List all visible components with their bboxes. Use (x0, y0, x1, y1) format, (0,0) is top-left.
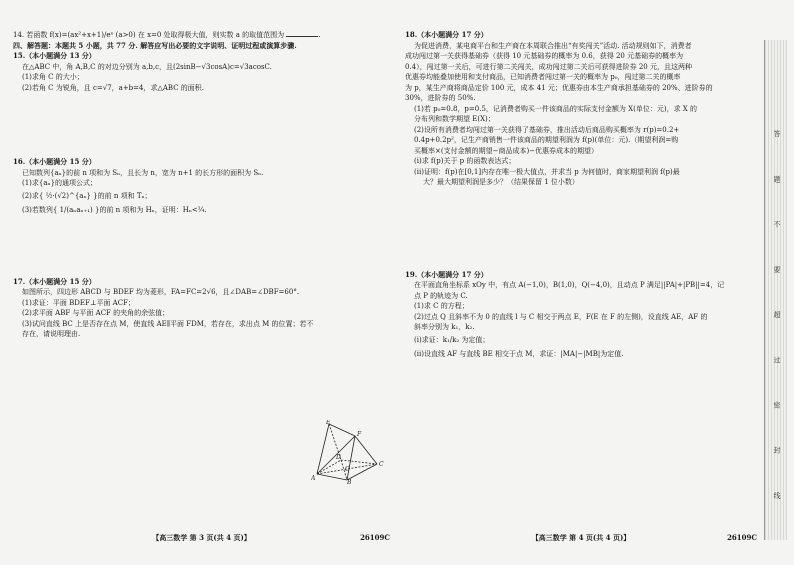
question-19-stem-cont: 点 P 的轨迹为 C. (414, 291, 468, 300)
question-15-stem: 在△ABC 中，角 A,B,C 的对边分别为 a,b,c，且(2sinB−√3cosA)c=√3acosC. (22, 62, 272, 71)
page-4-footer (405, 531, 757, 545)
question-18-part1-cont: 分布列和数学期望 E(X)； (414, 115, 495, 123)
edge-fc (355, 436, 377, 464)
question-18-line-2: 成功闯过第一关获得基础券（获得 10 元基础券的概率为 0.6，获得 20 元基础券的概率为 (405, 52, 684, 60)
page-3-number: 【高三数学 第 3 页(共 4 页)】 (152, 533, 251, 542)
question-18-part2-i: (i)求 f(p)关于 p 的函数表达式； (414, 157, 516, 165)
question-19-part2-i: (i)求证：k₁/k₂ 为定值； (414, 335, 490, 344)
page-4-number: 【高三数学 第 4 页(共 4 页)】 (531, 533, 631, 542)
question-18-part2: (2)设所有消费者均闯过第一关获得了基础券，推出活动后商品购买概率为 r(p)=0.2+ (414, 125, 680, 134)
label-b: B (347, 479, 352, 484)
question-18-line-6: 30%，进阶券的 50%. (405, 94, 476, 102)
question-14-text: 14. 若函数 f(x)=(ax²+x+1)/eˣ (a>0) 在 x=0 处取得极大值，则实数 a 的取值范围为 (13, 31, 285, 39)
page-4-code: 26109C (727, 533, 757, 542)
question-17-part1: (1)求证：平面 BDEF⊥平面 ACF； (22, 298, 135, 307)
label-a: A (311, 475, 316, 482)
question-17-part2: (2)求平面 ABF 与平面 ACF 的夹角的余弦值； (22, 309, 170, 317)
question-16-part1: (1)求{aₙ}的通项公式； (22, 179, 98, 187)
question-19-part2-cont: 斜率分别为 k₁，k₂. (414, 323, 475, 331)
seal-line-text: 答 题 不 要 超 过 密 封 线 (773, 130, 781, 517)
question-18-part2-cont2: 买概率×(支付金额的期望−商品成本)−优惠券成本的期望） (414, 146, 599, 155)
question-18-part1: (1)若 p₀=0.8，p=0.5，记消费者购买一件该商品的实际支付金额为 X(单位：元)，求 X 的 (414, 104, 698, 113)
question-15-part2: (2)若角 C 为锐角，且 c=√7，a+b=4，求△ABC 的面积. (22, 83, 205, 92)
question-18-line-1: 为促进消费，某电商平台和生产商在本周联合推出“有奖闯关”活动. 活动规则如下，消费者 (414, 41, 692, 50)
page-3-code: 26109C (360, 533, 390, 542)
edge-dc (341, 460, 377, 464)
question-18-line-5: 为 p，某生产商将商品定价 100 元，成本 41 元；优惠券由本生产商承担基础券的 20%、进阶券的 (405, 83, 713, 92)
geometry-figure (311, 420, 391, 484)
edge-ef (329, 424, 355, 436)
label-f: F (357, 431, 362, 438)
question-17-part3-cont: 存在，请说明理由. (22, 330, 81, 338)
question-19-part2-ii: (ii)设直线 AF 与直线 BE 相交于点 M，求证：|MA|−|MB|为定值. (414, 349, 624, 358)
question-18-line-4: 优惠券均能叠加使用和支付商品，已知消费者闯过第一关的概率为 p₀，闯过第二关的概率 (405, 73, 681, 81)
answer-blank (286, 30, 318, 37)
page-4 (405, 30, 757, 551)
section-heading: 四、解答题：本题共 5 小题，共 77 分. 解答应写出必要的文字说明、证明过程或演算步骤. (13, 40, 297, 50)
question-16-part2: (2)求{ ½·(√2)^{aₙ} }的前 n 项和 Tₙ； (22, 191, 152, 200)
question-18-part2-ii-cont: 大？最大期望利润是多少？（结果保留 1 位小数） (423, 178, 579, 186)
edge-ab (317, 474, 347, 480)
label-c: C (379, 461, 384, 468)
binding-margin (764, 40, 787, 540)
question-18-part2-cont: 0.4p+0.2p²，记生产商销售一件该商品的期望利润为 f(p)(单位：元).（期望利润=购 (414, 136, 679, 144)
label-o: O (345, 466, 350, 473)
question-17-part3: (3)试问直线 BC 上是否存在点 M，使直线 AE∥平面 FDM，若存在，求出点 M 的位置；若不 (22, 319, 314, 328)
question-16-heading: 16.（本小题满分 15 分） (13, 157, 96, 166)
question-17-stem: 如图所示，四边形 ABCD 与 BDEF 均为菱形，FA=FC=2√6，且∠DAB=∠DBF=60°. (22, 288, 300, 296)
question-19-stem: 在平面直角坐标系 xOy 中，有点 A(−1,0)，B(1,0)，Q(−4,0)，且动点 P 满足||PA|+|PB||=4，记 (414, 281, 725, 289)
label-e: E (326, 420, 331, 426)
question-19-part2: (2)过点 Q 且斜率不为 0 的直线 l 与 C 相交于两点 E，F(E 在 F 的左侧)，设直线 AE，AF 的 (414, 312, 708, 321)
page-3 (13, 30, 390, 551)
question-15-heading: 15.（本小题满分 13 分） (13, 51, 96, 60)
question-15-part1: (1)求角 C 的大小； (22, 73, 84, 81)
question-19-part1: (1)求 C 的方程； (414, 302, 469, 310)
question-16-part3: (3)若数列{ 1/(aₙaₙ₊₁) }的前 n 项和为 Hₙ，证明：Hₙ<¼. (22, 205, 207, 214)
page-3-footer (13, 531, 390, 545)
question-14: 14. 若函数 f(x)=(ax²+x+1)/eˣ (a>0) 在 x=0 处取得极大值，则实数 a 的取值范围为 . (13, 31, 321, 39)
question-18-part2-ii: (ii)证明：f(p)在[0,1]内存在唯一极大值点，并求当 p 为何值时，商家期望利润 f(p)最 (414, 167, 680, 176)
label-d: D (336, 454, 341, 461)
question-18-line-3: 0.4），闯过第一关后，可进行第二关闯关，成功闯过第二关后可获得进阶券 20 元，且这两种 (405, 62, 692, 71)
question-17-heading: 17.（本小题满分 15 分） (13, 276, 96, 286)
edge-ea (317, 424, 329, 474)
question-16-stem: 已知数列{aₙ}的前 n 项和为 Sₙ，且长为 n，宽为 n+1 的长方形的面积为 Sₙ. (22, 168, 264, 177)
question-19-heading: 19.（本小题满分 17 分） (405, 269, 488, 279)
question-18-heading: 18.（本小题满分 17 分） (405, 30, 488, 39)
